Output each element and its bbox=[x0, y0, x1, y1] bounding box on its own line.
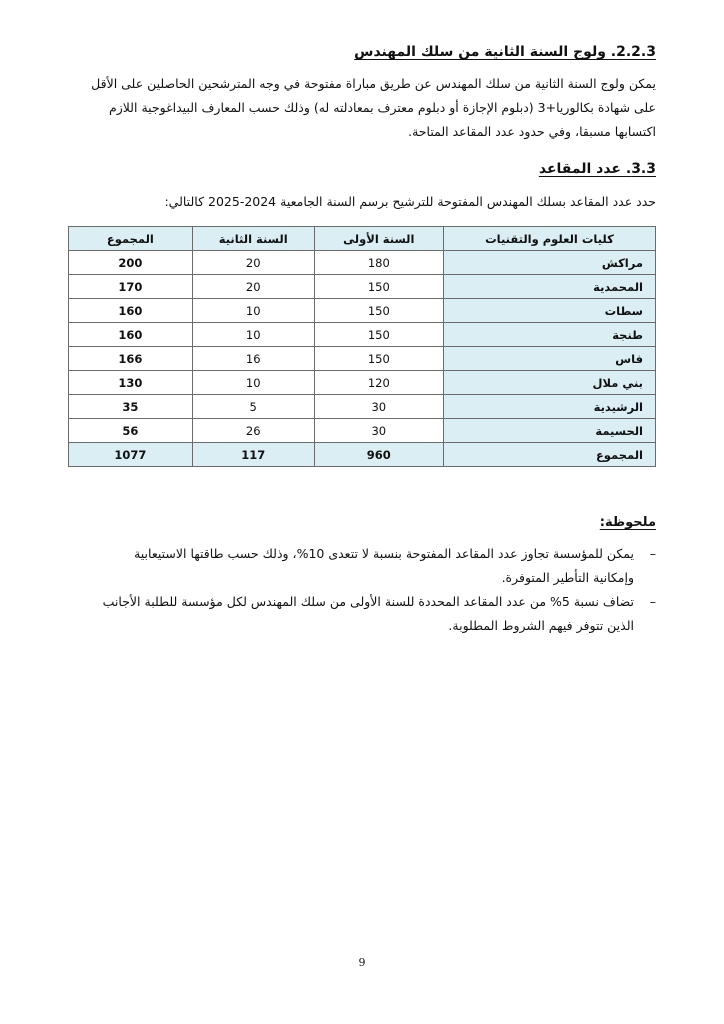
faculty-cell: مراكش bbox=[443, 251, 655, 275]
second-year-cell: 16 bbox=[192, 347, 314, 371]
header-second-year: السنة الثانية bbox=[192, 227, 314, 251]
header-faculty: كليات العلوم والتقنيات bbox=[443, 227, 655, 251]
page-number: 9 bbox=[358, 956, 366, 969]
second-year-cell: 5 bbox=[192, 395, 314, 419]
second-year-cell: 20 bbox=[192, 275, 314, 299]
second-year-cell: 20 bbox=[192, 251, 314, 275]
first-year-cell: 150 bbox=[314, 275, 443, 299]
first-year-cell: 150 bbox=[314, 323, 443, 347]
bullet-dash: – bbox=[649, 546, 656, 561]
second-year-cell: 10 bbox=[192, 371, 314, 395]
note-line: تضاف نسبة 5% من عدد المقاعد المحددة للسنة الأولى من سلك المهندس لكل مؤسسة للطلبة الأجانب bbox=[102, 594, 634, 609]
faculty-cell: الحسيمة bbox=[443, 419, 655, 443]
sum-label-cell: المجموع bbox=[443, 443, 655, 467]
second-year-cell: 10 bbox=[192, 299, 314, 323]
table-row bbox=[69, 371, 656, 395]
faculty-cell: فاس bbox=[443, 347, 655, 371]
paragraph-line: يمكن ولوج السنة الثانية من سلك المهندس عن طريق مباراة مفتوحة في وجه المترشحين الحاصلين على الأقل bbox=[91, 76, 656, 91]
table-row bbox=[69, 395, 656, 419]
first-year-cell: 30 bbox=[314, 395, 443, 419]
table-row bbox=[69, 323, 656, 347]
sum-total-cell: 1077 bbox=[69, 443, 193, 467]
table-row bbox=[69, 275, 656, 299]
section-heading-3-3: 3.3. عدد المقاعد bbox=[538, 161, 656, 177]
faculty-cell: سطات bbox=[443, 299, 655, 323]
total-cell: 160 bbox=[69, 299, 193, 323]
faculty-cell: طنجة bbox=[443, 323, 655, 347]
note-line: وإمكانية التأطير المتوفرة. bbox=[501, 570, 634, 585]
table-row bbox=[69, 299, 656, 323]
total-cell: 200 bbox=[69, 251, 193, 275]
bullet-dash: – bbox=[649, 594, 656, 609]
second-year-cell: 10 bbox=[192, 323, 314, 347]
total-cell: 160 bbox=[69, 323, 193, 347]
total-cell: 170 bbox=[69, 275, 193, 299]
section-heading-2-2-3: 2.2.3. ولوج السنة الثانية من سلك المهندس bbox=[354, 44, 656, 60]
faculty-cell: بني ملال bbox=[443, 371, 655, 395]
table-header-row bbox=[69, 227, 656, 251]
note-text bbox=[66, 590, 634, 638]
sum-second-year-cell: 117 bbox=[192, 443, 314, 467]
first-year-cell: 30 bbox=[314, 419, 443, 443]
first-year-cell: 150 bbox=[314, 347, 443, 371]
second-year-cell: 26 bbox=[192, 419, 314, 443]
table-row bbox=[69, 347, 656, 371]
note-item bbox=[66, 590, 656, 638]
table-row bbox=[69, 251, 656, 275]
first-year-cell: 150 bbox=[314, 299, 443, 323]
paragraph-line: اكتسابها مسبقا، وفي حدود عدد المقاعد المتاحة. bbox=[408, 124, 656, 139]
total-cell: 130 bbox=[69, 371, 193, 395]
header-total: المجموع bbox=[69, 227, 193, 251]
seats-intro-text: حدد عدد المقاعد بسلك المهندس المفتوحة للترشيح برسم السنة الجامعية 2024-2025 كالتالي: bbox=[164, 194, 656, 209]
faculty-cell: المحمدية bbox=[443, 275, 655, 299]
note-text bbox=[66, 542, 634, 590]
faculty-cell: الرشيدية bbox=[443, 395, 655, 419]
sum-first-year-cell: 960 bbox=[314, 443, 443, 467]
paragraph-line: على شهادة بكالوريا+3 (دبلوم الإجازة أو دبلوم معترف بمعادلته له) وذلك حسب المعارف البيداغوجية اللازم bbox=[108, 100, 656, 115]
note-line: يمكن للمؤسسة تجاوز عدد المقاعد المفتوحة بنسبة لا تتعدى 10%، وذلك حسب طاقتها الاستيعابية bbox=[134, 546, 634, 561]
header-first-year: السنة الأولى bbox=[314, 227, 443, 251]
total-cell: 35 bbox=[69, 395, 193, 419]
table-sum-row bbox=[69, 443, 656, 467]
total-cell: 56 bbox=[69, 419, 193, 443]
first-year-cell: 180 bbox=[314, 251, 443, 275]
note-line: الذين تتوفر فيهم الشروط المطلوبة. bbox=[448, 618, 634, 633]
seats-table bbox=[68, 226, 656, 467]
notes-title: ملحوظة: bbox=[599, 515, 656, 530]
note-item bbox=[66, 542, 656, 590]
section-2-2-3-paragraph bbox=[66, 72, 656, 144]
first-year-cell: 120 bbox=[314, 371, 443, 395]
table-row bbox=[69, 419, 656, 443]
total-cell: 166 bbox=[69, 347, 193, 371]
